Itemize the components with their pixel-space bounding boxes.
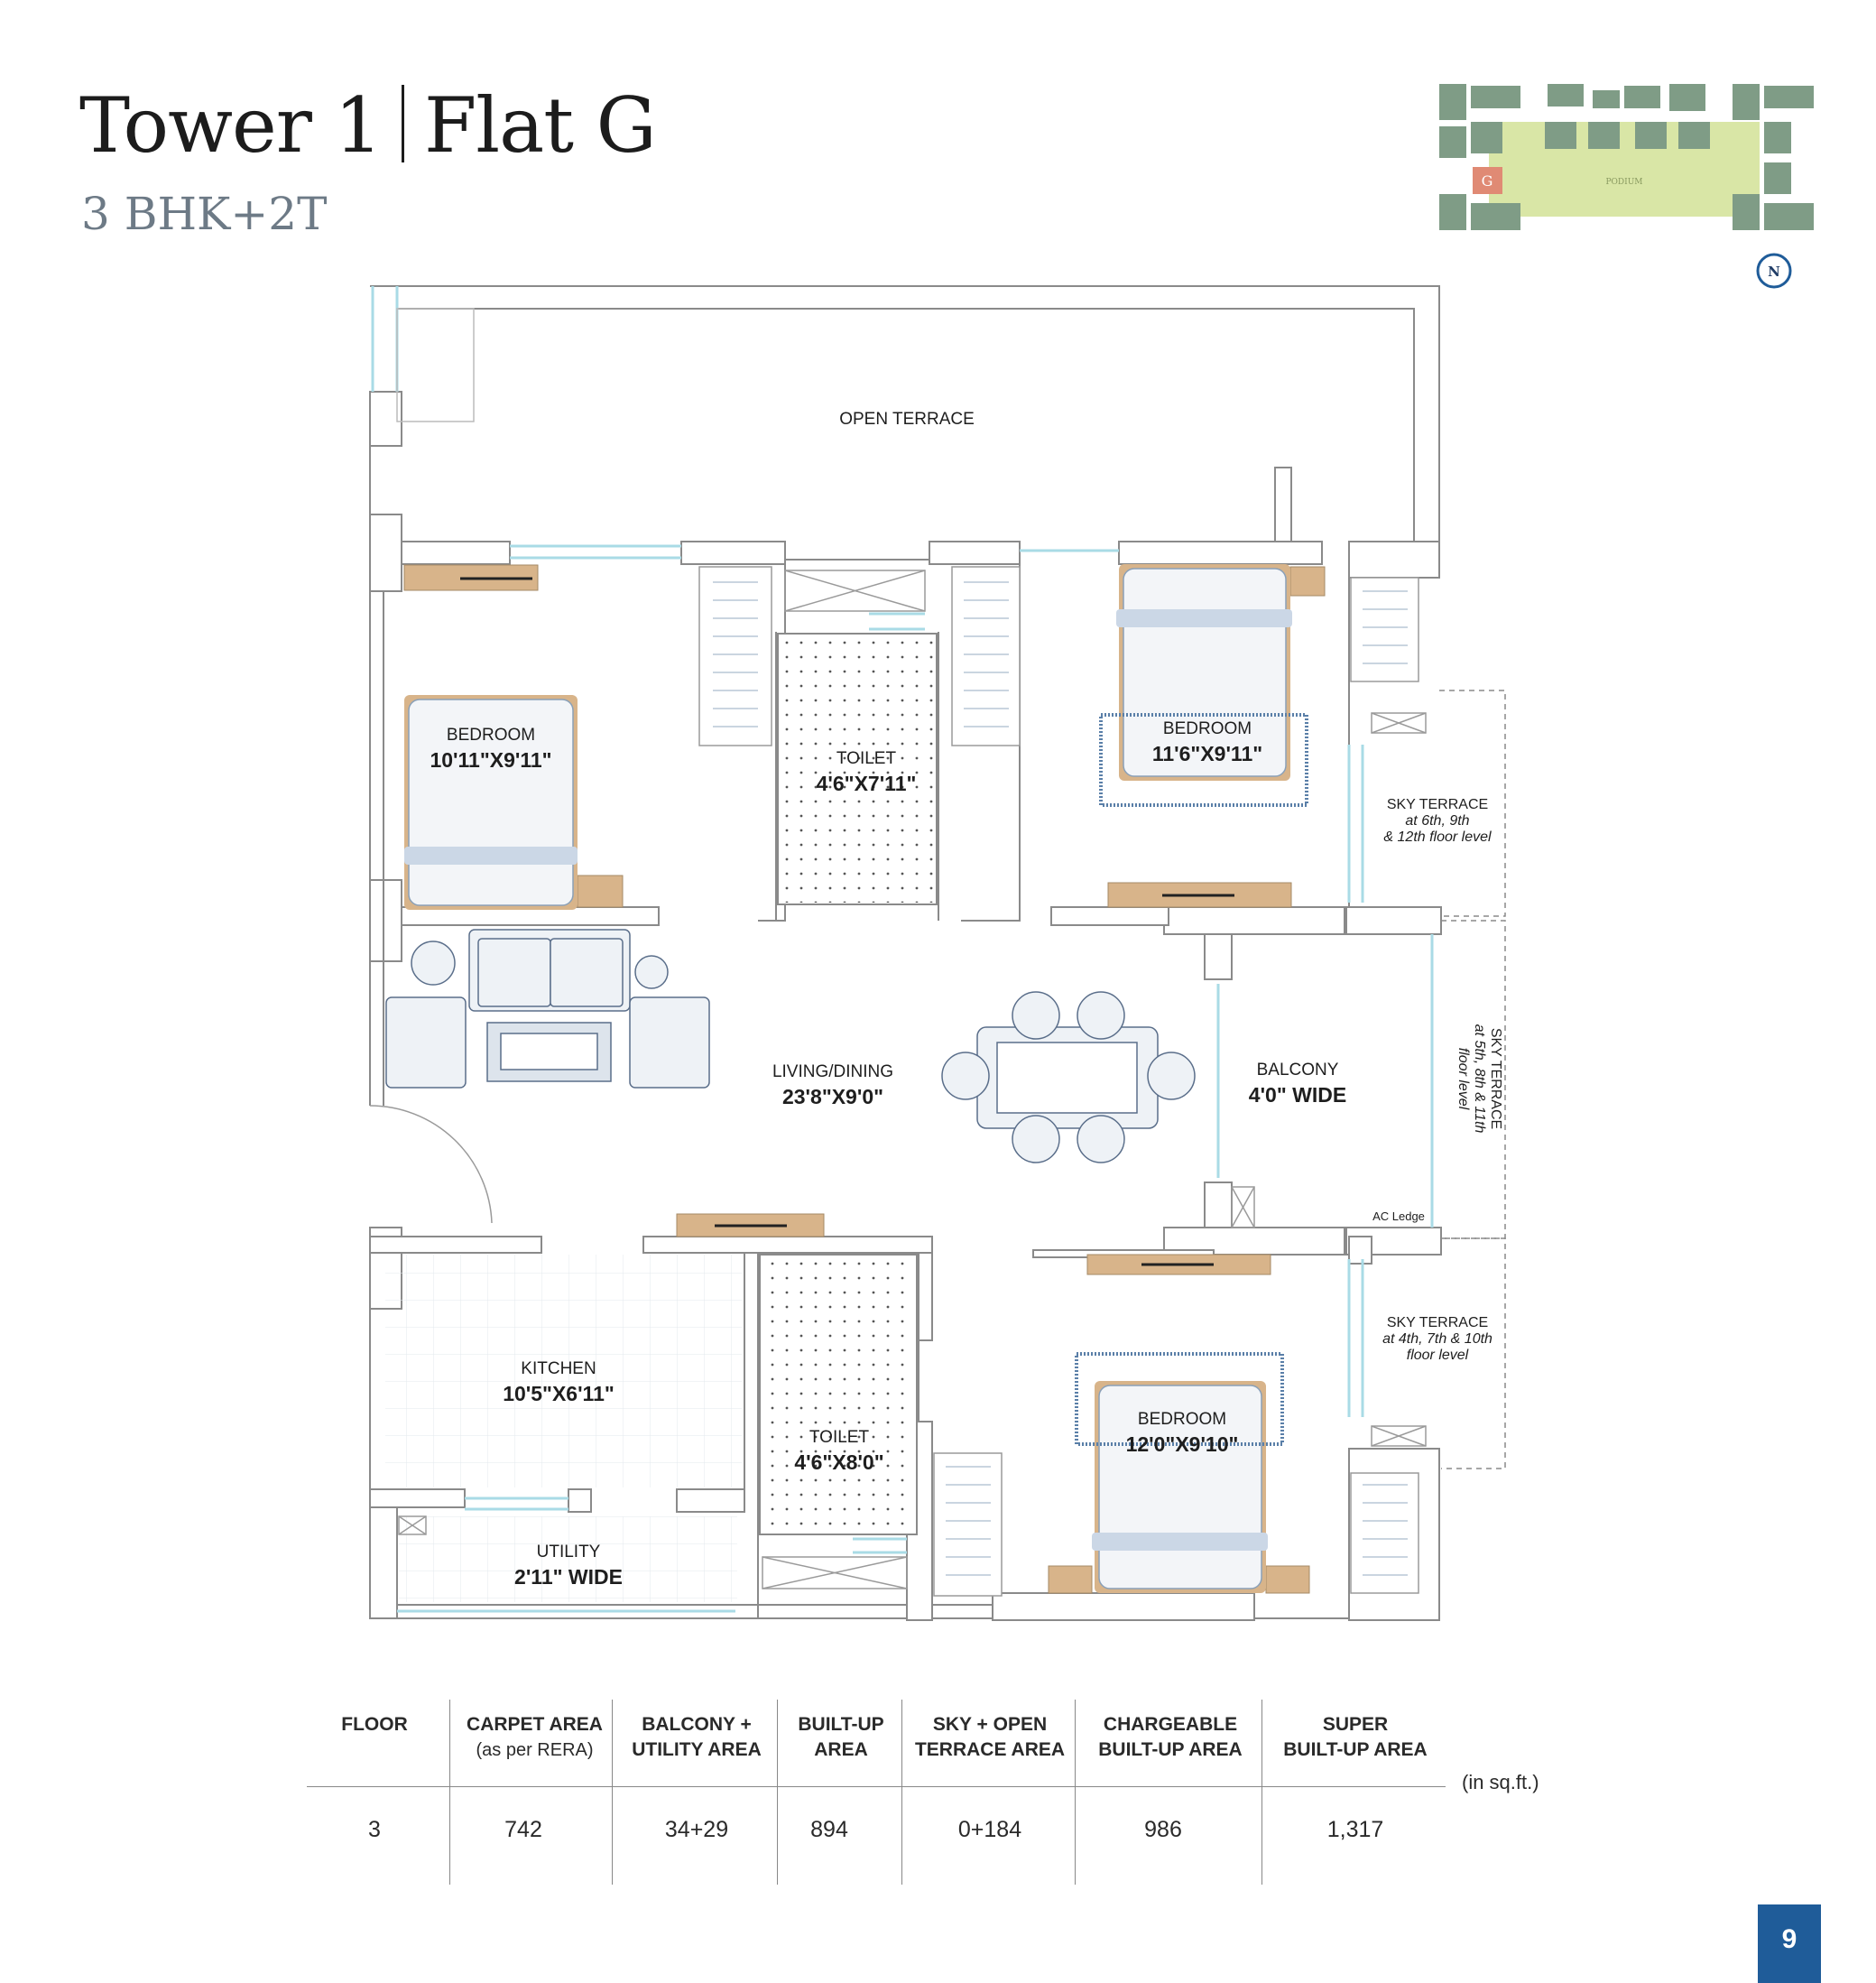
kitchen-label: KITCHEN [521,1359,596,1378]
toilet2-dimension: 4'6"X8'0" [794,1450,884,1474]
bedroom3-dimension: 12'0"X9'10" [1125,1432,1239,1456]
balcony-label: BALCONY [1256,1061,1339,1080]
ac-ledge-label: AC Ledge [1372,1209,1425,1223]
sky-terrace-lower-title: SKY TERRACE [1386,1315,1489,1330]
bedroom3-label: BEDROOM [1137,1410,1227,1429]
value-floor: 3 [368,1817,381,1842]
unit-label: (in sq.ft.) [1462,1771,1539,1793]
bed-3 [1077,1354,1282,1593]
header-carpet-area: CARPET AREA (as per RERA) [467,1714,603,1760]
living-furniture [386,930,1195,1163]
bedroom2-label: BEDROOM [1162,719,1252,738]
bedroom1-dimension: 10'11"X9'11" [430,748,552,772]
sky-terrace-middle-line1: at 5th, 8th & 11th [1472,1024,1487,1134]
north-label: N [1768,264,1780,280]
value-balcony-utility: 34+29 [664,1817,729,1842]
sky-terrace-lower-line1: at 4th, 7th & 10th [1382,1331,1492,1347]
header-sky-open-terrace: SKY + OPEN TERRACE AREA [914,1714,1066,1760]
unit-marker: G [1481,172,1493,190]
value-sky-open-terrace: 0+184 [957,1817,1022,1842]
podium-label: PODIUM [1605,178,1643,187]
sky-terrace-middle-line2: floor level [1456,1047,1471,1110]
bedroom1-label: BEDROOM [446,726,536,745]
value-carpet-area: 742 [504,1817,542,1842]
sky-terrace-upper-title: SKY TERRACE [1386,797,1489,812]
kitchen-dimension: 10'5"X6'11" [503,1382,615,1405]
podium-area [1489,122,1760,217]
header-super-built-up: SUPER BUILT-UP AREA [1283,1714,1428,1760]
sky-terrace-lower-line2: floor level [1406,1348,1469,1363]
header-balcony-utility: BALCONY + UTILITY AREA [632,1714,762,1760]
key-plan [1439,84,1814,287]
living-dining-dimension: 23'8"X9'0" [781,1085,884,1108]
bed-2 [1101,564,1307,805]
header-floor: FLOOR [341,1714,408,1735]
toilet1-label: TOILET [836,749,897,768]
flat-title: Flat G [424,81,656,170]
living-dining-label: LIVING/DINING [772,1062,894,1081]
entry-door-swing [370,1106,492,1223]
sky-terrace-upper-line2: & 12th floor level [1383,829,1492,845]
value-built-up: 894 [810,1817,848,1842]
balcony-dimension: 4'0" WIDE [1248,1083,1347,1107]
value-super-built-up: 1,317 [1326,1817,1384,1842]
toilet1-dimension: 4'6"X7'11" [816,772,917,795]
utility-label: UTILITY [536,1543,601,1561]
toilet2-label: TOILET [809,1428,870,1447]
tower-title: Tower 1 [79,81,382,170]
header-built-up: BUILT-UP AREA [798,1714,884,1760]
bedroom2-dimension: 11'6"X9'11" [1151,742,1263,765]
unit-configuration: 3 BHK+2T [81,188,328,240]
sky-terrace-upper-line1: at 6th, 9th [1405,813,1470,829]
page-number-badge: 9 [1758,1904,1821,1983]
header-chargeable: CHARGEABLE BUILT-UP AREA [1098,1714,1243,1760]
value-chargeable: 986 [1144,1817,1182,1842]
utility-dimension: 2'11" WIDE [514,1565,623,1589]
sky-terrace-middle-title: SKY TERRACE [1488,1027,1503,1130]
open-terrace-label: OPEN TERRACE [839,410,975,429]
table-divider [307,1786,1446,1787]
